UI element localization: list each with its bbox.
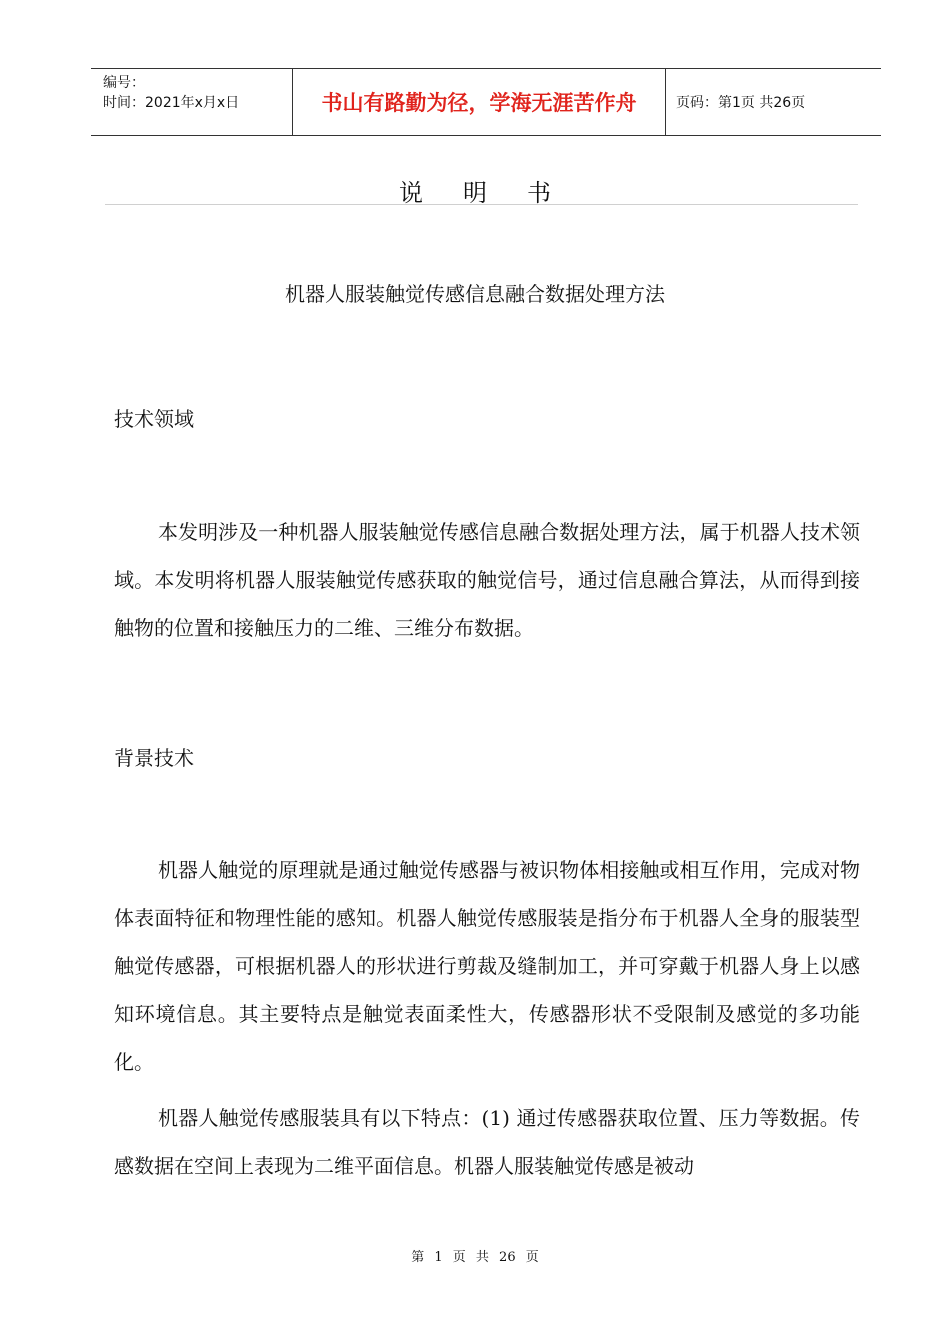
header-meta-cell: [91, 69, 293, 135]
paragraph-technical-field: 本发明涉及一种机器人服装触觉传感信息融合数据处理方法，属于机器人技术领域。本发明将机器人服装触觉传感获取的触觉信号，通过信息融合算法，从而得到接触物的位置和接触压力的二维、三维分布数据。: [114, 520, 860, 640]
page-footer: 第 1 页 共 26 页: [411, 1250, 539, 1265]
document-subtitle: 机器人服装触觉传感信息融合数据处理方法: [285, 282, 665, 306]
header-motto-cell: [293, 69, 666, 135]
header-number-label: 编号：: [103, 75, 145, 91]
header-time-label: 时间：2021年x月x日: [103, 95, 240, 111]
document-title: 说明书: [399, 179, 591, 207]
section-heading-background: 背景技术: [114, 746, 194, 770]
header-page-cell: [666, 69, 881, 135]
header-motto: 书山有路勤为径，学海无涯苦作舟: [321, 90, 637, 115]
paragraph-background-2: 机器人触觉传感服装具有以下特点：(1) 通过传感器获取位置、压力等数据。传感数据在空间上表现为二维平面信息。机器人服装触觉传感是被动: [114, 1106, 860, 1178]
header-page-info: 页码：第1页 共26页: [676, 95, 806, 111]
title-divider: [105, 204, 858, 205]
header-table: [91, 68, 881, 136]
section-heading-technical-field: 技术领域: [114, 407, 194, 431]
paragraph-background-1: 机器人触觉的原理就是通过触觉传感器与被识物体相接触或相互作用，完成对物体表面特征和物理性能的感知。机器人触觉传感服装是指分布于机器人全身的服装型触觉传感器，可根据机器人的形状进行剪裁及缝制加工，并可穿戴于机器人身上以感知环境信息。其主要特点是触觉表面柔性大，传感器形状不受限制及感觉的多功能化。: [114, 858, 860, 1074]
